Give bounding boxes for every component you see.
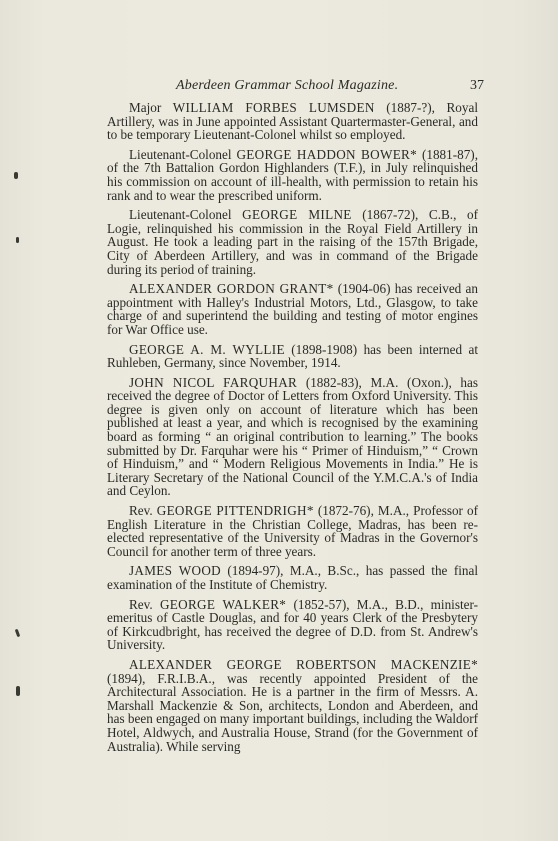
paragraph-pittendrigh xyxy=(107,504,478,558)
person-name: GEORGE MILNE xyxy=(242,207,352,223)
article-body xyxy=(107,101,478,759)
person-name: WILLIAM FORBES LUMSDEN xyxy=(172,100,375,115)
person-name: ALEXANDER GORDON GRANT* xyxy=(129,281,334,297)
paragraph-text: (1898-1908) has been interned at Ruhleben, Germany, since November, 1914. xyxy=(107,341,479,371)
margin-ink-mark xyxy=(16,237,19,243)
paragraph-mackenzie xyxy=(107,658,478,753)
paragraph-lumsden xyxy=(107,101,478,142)
paragraph-text: (1887-?), Royal Artillery, was in June appointed Assistant Quartermaster-General, and to be temporary Lieutenant-Colonel whilst so employed. xyxy=(107,100,479,143)
paragraph-grant xyxy=(107,282,478,336)
paragraph-text: (1882-83), M.A. (Oxon.), has received the degree of Doctor of Letters from Oxford University. This degree is given only on account of literature which has been published at least a year, and which is recognised by the examining board as forming “ an original contribution to learning.” The books submitted by Dr. Farquhar were his “ Primer of Hinduism,” “ Crown of Hinduism,” and “ Modern Religious Movements in India.” He is Literary Secretary of the National Council of the Y.M.C.A.'s of India and Ceylon. xyxy=(107,374,478,499)
margin-ink-mark xyxy=(16,686,20,696)
paragraph-prefix: Lieutenant-Colonel xyxy=(129,146,237,162)
paragraph-text: (1852-57), M.A., B.D., minister-emeritus of Castle Douglas, and for 40 years Clerk of the Presbytery of Kirkcudbright, has received the degree of D.D. from St. Andrew's University. xyxy=(107,596,478,653)
person-name: JAMES WOOD xyxy=(129,563,221,579)
paragraph-wyllie xyxy=(107,343,478,370)
page-number: 37 xyxy=(470,78,484,93)
person-name: JOHN NICOL FARQUHAR xyxy=(129,374,298,390)
person-name: GEORGE PITTENDRIGH* xyxy=(156,503,314,519)
paragraph-text: (1904-06) has received an appointment with Halley's Industrial Motors, Ltd., Glasgow, to take charge of and superintend the building and testing of motor engines for War Office use. xyxy=(107,281,478,337)
person-name: GEORGE A. M. WYLLIE xyxy=(129,341,285,357)
paragraph-text: (1872-76), M.A., Professor of English Literature in the Christian College, Madras, has been re-elected representative of the University of Madras in the Governor's Council for another term of three years. xyxy=(107,503,478,559)
running-title: Aberdeen Grammar School Magazine. xyxy=(176,78,399,93)
person-name: GEORGE WALKER* xyxy=(159,596,287,612)
paragraph-text: (1867-72), C.B., of Logie, relinquished his commission in the Royal Field Artillery in August. He took a leading part in the raising of the 157th Brigade, City of Aberdeen Artillery, and was in command of the Brigade during its period of training. xyxy=(107,207,478,277)
paragraph-prefix: Major xyxy=(129,100,173,115)
paragraph-wood xyxy=(107,564,478,591)
paragraph-text: (1881-87), of the 7th Battalion Gordon Highlanders (T.F.), in July relinquished his commission on account of ill-health, with permission to retain his rank and to wear the prescribed uniform. xyxy=(107,146,478,203)
paragraph-text: (1894-97), M.A., B.Sc., has passed the final examination of the Institute of Chemistry. xyxy=(107,563,478,592)
person-name: ALEXANDER GEORGE ROBERTSON MACKENZIE* xyxy=(129,656,478,672)
paragraph-walker xyxy=(107,598,478,652)
paragraph-prefix: Rev. xyxy=(129,503,157,519)
paragraph-bower xyxy=(107,148,478,202)
paragraph-text: (1894), F.R.I.B.A., was recently appointed President of the Architectural Association. He is a partner in the firm of Messrs. A. Marshall Mackenzie & Son, architects, London and Aberdeen, and has been engaged on many important buildings, including the Waldorf Hotel, Aldwych, and Australia House, Strand (for the Government of Australia). While serving xyxy=(107,670,478,754)
paragraph-milne xyxy=(107,208,478,276)
paragraph-prefix: Lieutenant-Colonel xyxy=(129,207,243,223)
person-name: GEORGE HADDON BOWER* xyxy=(236,146,418,162)
page-header xyxy=(176,78,484,98)
margin-ink-mark xyxy=(15,629,21,638)
margin-ink-mark xyxy=(14,172,18,179)
paragraph-farquhar xyxy=(107,376,478,498)
paragraph-prefix: Rev. xyxy=(129,596,160,612)
